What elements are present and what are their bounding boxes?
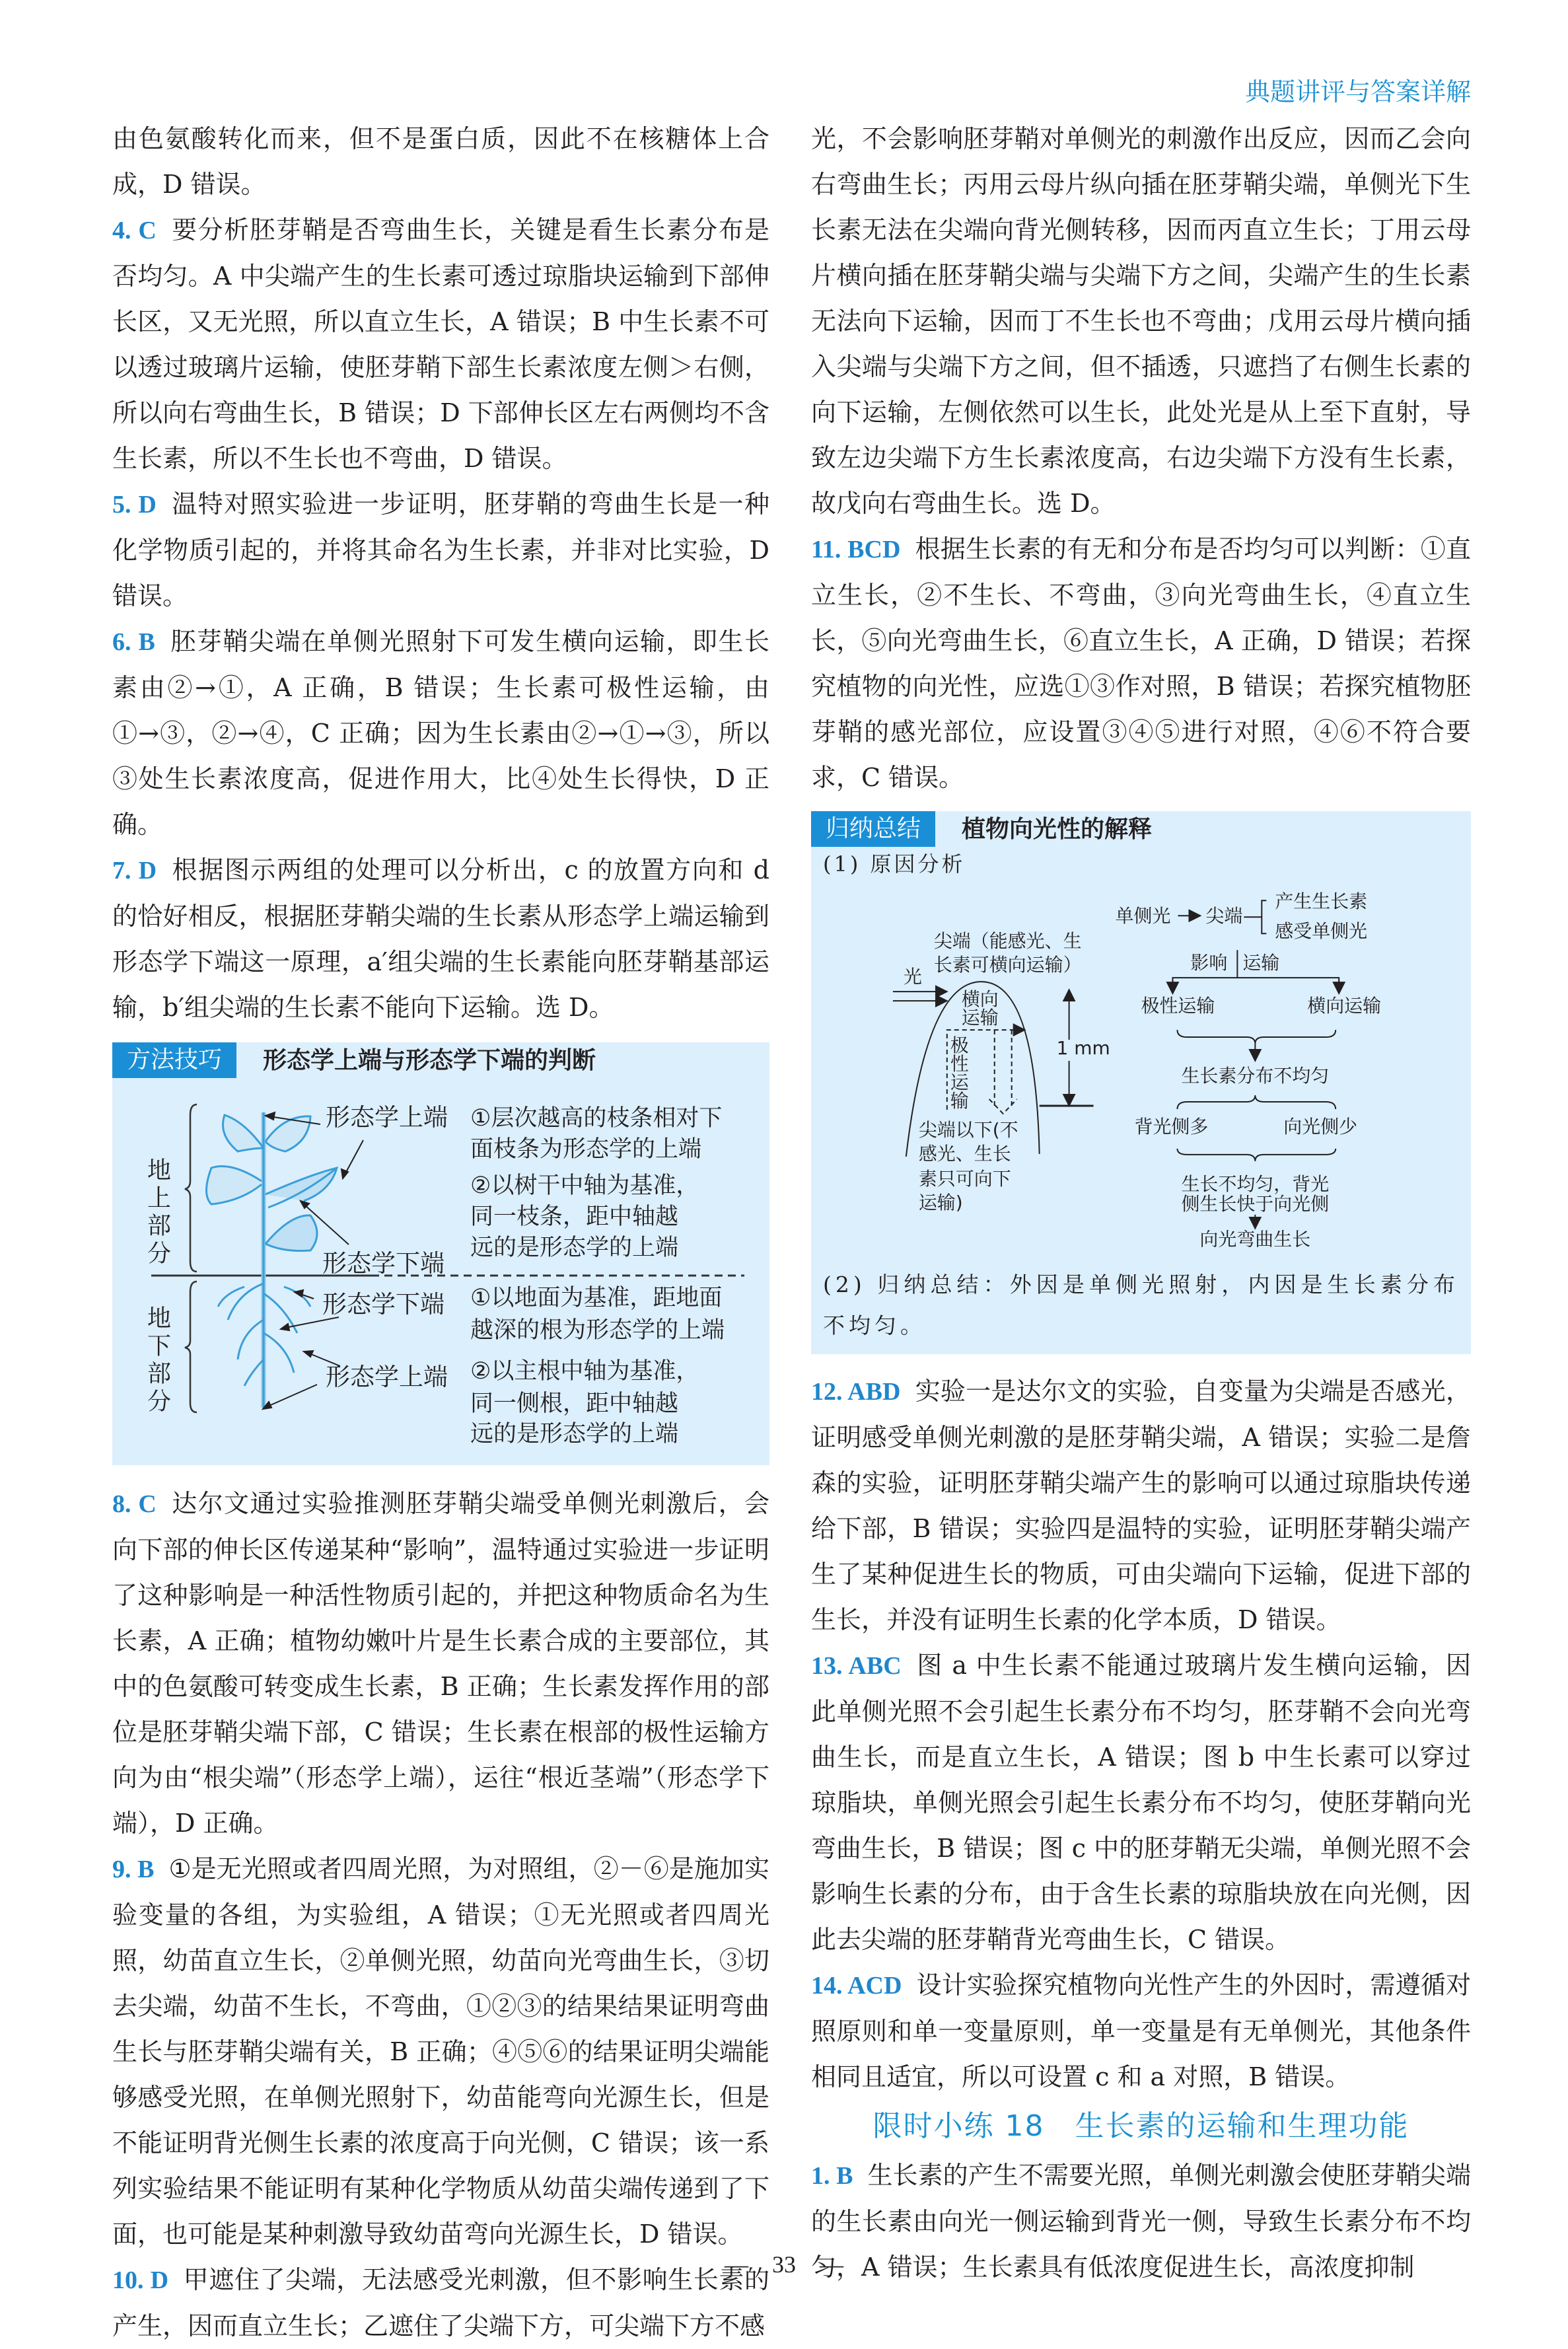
transport-label: 运输 [1242,952,1280,974]
polar-transport-label: 极性运输 [1141,995,1215,1017]
answer-text: 温特对照实验进一步证明，胚芽鞘的弯曲生长是一种化学物质引起的，并将其命名为生长素，并非对比实验，D 错误。 [112,489,769,610]
below-tip-note: 尖端以下(不 [918,1118,1018,1141]
label-morphological-top-above: 形态学上端 [326,1103,448,1132]
answer-text: 根据图示两组的处理可以分析出，c 的放置方向和 d 的恰好相反，根据胚芽鞘尖端的生长素从形态学上端运输到形态学下端这一原理，a′组尖端的生长素能向胚芽鞘基部运输，b′组尖端的生长素不能向下运输。选 D。 [112,855,769,1022]
below-tip-note: 运输) [918,1191,963,1213]
lateral-transport-label: 横向运输 [1307,995,1382,1017]
method-tips-box [112,1042,769,1465]
answer-paragraph [112,848,769,1030]
result-label: 向光弯曲生长 [1199,1228,1311,1250]
below-ground-label: 地下部分 [143,1305,171,1416]
answer-number: 14. ACD [811,1972,902,2000]
running-header: 典题讲评与答案详解 [1244,77,1471,106]
answer-paragraph [112,482,769,619]
answer-paragraph [811,1369,1471,1643]
light-label: 光 [903,966,922,988]
tip-label: 尖端 [1205,905,1243,927]
answer-text: 光，不会影响胚芽鞘对单侧光的刺激作出反应，因而乙会向右弯曲生长；丙用云母片纵向插在胚芽鞘尖端，单侧光下生长素无法在尖端向背光侧转移，因而丙直立生长；丁用云母片横向插在胚芽鞘尖端与尖端下方之间，尖端产生的生长素无法向下运输，因而丁不生长也不弯曲；戊用云母片横向插入尖端与尖端下方之间，但不插透，只遮挡了右侧生长素的向下运输，左侧依然可以生长，此处光是从上至下直射，导致左边尖端下方生长素浓度高，右边尖端下方没有生长素，故戊向右弯曲生长。选 D。 [811,124,1471,518]
answer-text: 达尔文通过实验推测胚芽鞘尖端受单侧光刺激后，会向下部的伸长区传递某种“影响”，温特通过实验进一步证明了这种影响是一种活性物质引起的，并把这种物质命名为生长素，A 正确；植物幼嫩叶片是生长素合成的主要部位，其中的色氨酸可转变成生长素，B 正确；生长素发挥作用的部位是胚芽鞘尖端下部，C 错误；生长素在根部的极性运输方向为由“根尖端”（形态学上端），运往“根近茎端”（形态学下端），D 正确。 [112,1489,769,1838]
answer-text: 根据生长素的有无和分布是否均匀可以判断：①直立生长，②不生长、不弯曲，③向光弯曲生长，④直立生长，⑤向光弯曲生长，⑥直立生长，A 正确，D 错误；若探究植物的向光性，应选①③作对照，B 错误；若探究植物胚芽鞘的感光部位，应设置③④⑤进行对照，④⑥不符合要求，C 错误。 [811,534,1471,792]
polar-label: 性 [950,1053,969,1075]
answer-number: 7. D [112,857,157,885]
answer-text: 设计实验探究植物向光性产生的外因时，需遵循对照原则和单一变量原则，单一变量是有无单侧光，其他条件相同且适宜，所以可设置 c 和 a 对照，B 错误。 [811,1970,1471,2091]
section-title: 限时小练 18 生长素的运输和生理功能 [873,2109,1409,2143]
cause-analysis-heading: (1) 原因分析 [823,851,966,877]
length-label: 1 mm [1056,1037,1110,1060]
above-rule-line: 同一枝条，距中轴越 [470,1204,679,1230]
summary-conclusion: (2) 归纳总结：外因是单侧光照射，内因是生长素分布不均匀。 [823,1272,1459,1338]
above-rule-line: ②以树干中轴为基准， [470,1173,699,1199]
label-morphological-bottom-above: 形态学下端 [322,1249,445,1278]
shade-side-more-label: 背光侧多 [1134,1115,1209,1138]
below-rule-line: 越深的根为形态学的上端 [470,1317,725,1344]
answer-paragraph [112,1481,769,1846]
polar-label: 运 [950,1071,969,1093]
below-rule-line: ①以地面为基准，距地面 [470,1285,723,1311]
method-title: 形态学上端与形态学下端的判断 [263,1046,596,1074]
polar-label: 输 [950,1089,969,1112]
below-rule-line: 远的是形态学的上端 [470,1421,679,1447]
below-rule-line: ②以主根中轴为基准， [470,1358,699,1385]
answer-number: 6. B [112,628,155,656]
below-brace [185,1282,197,1412]
answer-text: 图 a 中生长素不能通过玻璃片发生横向运输，因此单侧光照不会引起生长素分布不均匀，胚芽鞘不会向光弯曲生长，而是直立生长，A 错误；图 b 中生长素可以穿过琼脂块，单侧光照会引起生长素分布不均匀，使胚芽鞘向光弯曲生长，B 错误；图 c 中的胚芽鞘无尖端，单侧光照不会影响生长素的分布，由于含生长素的琼脂块放在向光侧，因此去尖端的胚芽鞘背光弯曲生长，C 错误。 [811,1651,1471,1954]
unilateral-light-label: 单侧光 [1115,905,1171,927]
answer-number: 13. ABC [811,1652,902,1680]
sense-light-label: 感受单侧光 [1275,920,1368,943]
answer-number: 5. D [112,491,157,519]
answer-paragraph [811,526,1471,801]
answer-paragraph [811,116,1471,526]
growth-label: 生长不均匀，背光 [1181,1173,1330,1195]
above-rule-line: 远的是形态学的上端 [470,1235,679,1261]
answer-text: 胚芽鞘尖端在单侧光照射下可发生横向运输，即生长素由②→①，A 正确，B 错误；生长素可极性运输，由①→③，②→④，C 正确；因为生长素由②→①→③，所以③处生长素浓度高，促进作用大，比④处生长得快，D 正确。 [112,627,769,839]
below-tip-note: 感光、生长 [918,1142,1011,1165]
lateral-label: 运输 [961,1007,999,1029]
answer-number: 10. D [112,2266,169,2294]
label-morphological-bottom-below: 形态学下端 [322,1290,445,1319]
label-morphological-top-below: 形态学上端 [326,1363,448,1391]
above-brace [185,1104,197,1272]
plant-drawing [207,1112,338,1408]
tip-note: 长素可横向运输） [933,954,1082,976]
lateral-label: 横向 [961,988,999,1011]
answer-text: 要分析胚芽鞘是否弯曲生长，关键是看生长素分布是否均匀。A 中尖端产生的生长素可透过琼脂块运输到下部伸长区，又无光照，所以直立生长，A 错误；B 中生长素不可以透过玻璃片运输，使胚芽鞘下部生长素浓度左侧＞右侧，所以向右弯曲生长，B 错误；D 下部伸长区左右两侧均不含生长素，所以不生长也不弯曲，D 错误。 [112,215,769,473]
tip-note: 尖端（能感光、生 [933,930,1082,953]
below-tip-note: 素只可向下 [918,1167,1011,1190]
answer-number: 4. C [112,217,157,244]
right-column [811,116,1471,2290]
answer-number: 9. B [112,1856,155,1883]
left-column [112,116,769,2349]
answer-text: 实验一是达尔文的实验，自变量为尖端是否感光，证明感受单侧光刺激的是胚芽鞘尖端，A 错误；实验二是詹森的实验，证明胚芽鞘尖端产生的影响可以通过琼脂块传递给下部，B 错误；实验四是温特的实验，证明胚芽鞘尖端产生了某种促进生长的物质，可由尖端向下运输，促进下部的生长，并没有证明生长素的化学本质，D 错误。 [811,1377,1471,1634]
answer-number: 12. ABD [811,1378,901,1406]
answer-paragraph [811,1643,1471,1963]
plant-polarity-diagram [112,1078,769,1465]
answer-text: 由色氨酸转化而来，但不是蛋白质，因此不在核糖体上合成，D 错误。 [112,124,769,199]
page-number: — 33 — [724,2251,843,2278]
answer-text: ①是无光照或者四周光照，为对照组，②－⑥是施加实验变量的各组，为实验组，A 错误；①无光照或者四周光照，幼苗直立生长，②单侧光照，幼苗向光弯曲生长，③切去尖端，幼苗不生长，不弯曲，①②③的结果结果证明弯曲生长与胚芽鞘尖端有关，B 正确；④⑤⑥的结果证明尖端能够感受光照，在单侧光照射下，幼苗能弯向光源生长，但是不能证明背光侧生长素的浓度高于向光侧，C 错误；该一系列实验结果不能证明有某种化学物质从幼苗尖端传递到了下面，也可能是某种刺激导致幼苗弯向光源生长，D 错误。 [112,1854,769,2249]
summary-tag: 归纳总结 [811,811,935,847]
answer-paragraph [112,207,769,482]
uneven-distribution-label: 生长素分布不均匀 [1181,1064,1330,1087]
answer-number: 1. B [811,2162,853,2190]
answer-paragraph [811,1963,1471,2100]
above-ground-label: 地上部分 [143,1157,171,1268]
below-rule-line: 同一侧根，距中轴越 [470,1391,679,1417]
answer-text: 生长素的产生不需要光照，单侧光刺激会使胚芽鞘尖端的生长素由向光一侧运输到背光一侧，导致生长素分布不均匀，A 错误；生长素具有低浓度促进生长，高浓度抑制 [811,2161,1471,2282]
above-rule-line: 面枝条为形态学的上端 [470,1136,702,1163]
answer-paragraph [112,116,769,207]
answer-paragraph [112,1846,769,2257]
polar-label: 极 [950,1034,969,1057]
answer-text: 甲遮住了尖端，无法感受光刺激，但不影响生长素的产生，因而直立生长；乙遮住了尖端下方，可尖端下方不感 [112,2265,769,2340]
answer-number: 8. C [112,1490,157,1518]
above-rule-line: ①层次越高的枝条相对下 [470,1105,723,1132]
summary-title: 植物向光性的解释 [962,815,1153,843]
influence-label: 影响 [1190,952,1228,974]
method-tag: 方法技巧 [112,1042,236,1078]
light-side-less-label: 向光侧少 [1283,1115,1358,1138]
phototropism-diagram [811,881,1471,1264]
answer-number: 11. BCD [811,536,901,563]
answer-paragraph [112,619,769,848]
growth-label: 侧生长快于向光侧 [1181,1192,1330,1215]
summary-box [811,811,1471,1354]
produce-auxin-label: 产生生长素 [1275,890,1368,913]
